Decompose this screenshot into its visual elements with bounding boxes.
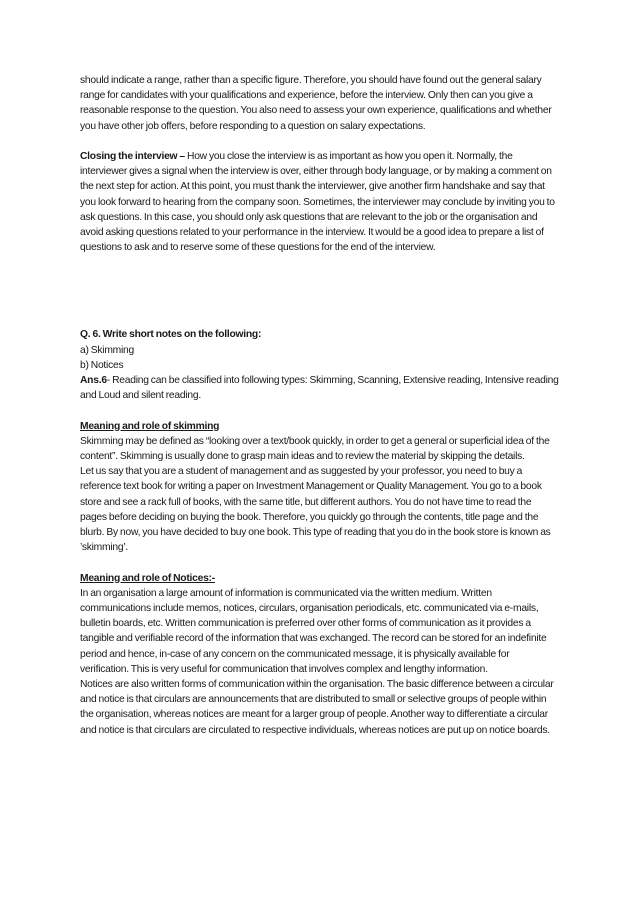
closing-text: How you close the interview is as important as how you open it. Normally, the interviewer gives a signal when the interview is over, either through body language, or by making a comment on the next step for action. At this point, you must thank the interviewer, give another firm handshake and say that you look forward to hearing from the company soon. Sometimes, the interviewer may conclude by inviting you to ask questions. In this case, you should only ask questions that are relevant to the job or the organisation and avoid asking questions related to your performance in the interview. It would be a good idea to prepare a list of questions to ask and to reserve some of these questions for the end of the interview.: [80, 151, 555, 254]
answer-label: Ans.6: [80, 375, 107, 387]
salary-paragraph: should indicate a range, rather than a specific figure. Therefore, you should have found out the general salary range for candidates with your qualifications and experience, before the interview. Only then can you give a reasonable response to the question. You also need to assess your own experience, qualifications and whether you have other job offers, before responding to a question on salary expectations.: [80, 75, 552, 132]
skimming-heading: [80, 419, 560, 434]
question-part-a: a) Skimming: [80, 344, 134, 356]
skimming-paragraph-1: Skimming may be defined as “looking over a text/book quickly, in order to get a general or superficial idea of the content”. Skimming is usually done to grasp main ideas and to review the material by skipping the details.: [80, 435, 550, 463]
question-title: [80, 327, 560, 342]
skimming-heading-text: Meaning and role of skimming: [80, 420, 220, 432]
spacer: [80, 255, 560, 327]
notices-paragraph-2: Notices are also written forms of communication within the organisation. The basic difference between a circular and notice is that circulars are announcements that are distributed to small or selective groups of people within the organisation, whereas notices are meant for a larger group of people. Another way to differentiate a circular and notice is that circulars are circulated to respective individuals, whereas notices are put up on notice boards.: [80, 679, 554, 736]
spacer: [80, 403, 560, 418]
notices-paragraph-1: In an organisation a large amount of information is communicated via the written medium. Written communications include memos, notices, circulars, organisation periodicals, etc. communicated via e-mails, bulletin boards, etc. Written communication is preferred over other forms of communication as it provides a tangible and verifiable record of the information that was exchanged. The record can be stored for an indefinite period and hence, in-case of any concern on the communicated message, it is physically available for verification. This is very useful for communication that involves complex and lengthy information.: [80, 587, 547, 675]
document-page: [80, 73, 560, 738]
spacer: [80, 555, 560, 570]
notices-heading-text: Meaning and role of Notices:-: [80, 572, 215, 584]
closing-heading: Closing the interview –: [80, 151, 185, 162]
spacer: [80, 134, 560, 149]
closing-paragraph: [80, 149, 560, 255]
skimming-paragraph-2: Let us say that you are a student of management and as suggested by your professor, you need to buy a reference text book for writing a paper on Investment Management or Quality Management. You go to a book store and see a rack full of books, with the same title, but different authors. You do not have time to read the pages before deciding on buying the book. Therefore, you quickly go through the contents, title page and the blurb. By now, you have decided to buy one book. This type of reading that you do in the book store is known as ’skimming’.: [80, 466, 551, 554]
question-title-text: Q. 6. Write short notes on the following:: [80, 329, 262, 341]
answer-paragraph: [80, 373, 560, 403]
answer-text: - Reading can be classified into following types: Skimming, Scanning, Extensive reading, Intensive reading and Loud and silent reading.: [80, 375, 559, 402]
question-part-b: b) Notices: [80, 359, 124, 371]
notices-heading: [80, 571, 560, 586]
